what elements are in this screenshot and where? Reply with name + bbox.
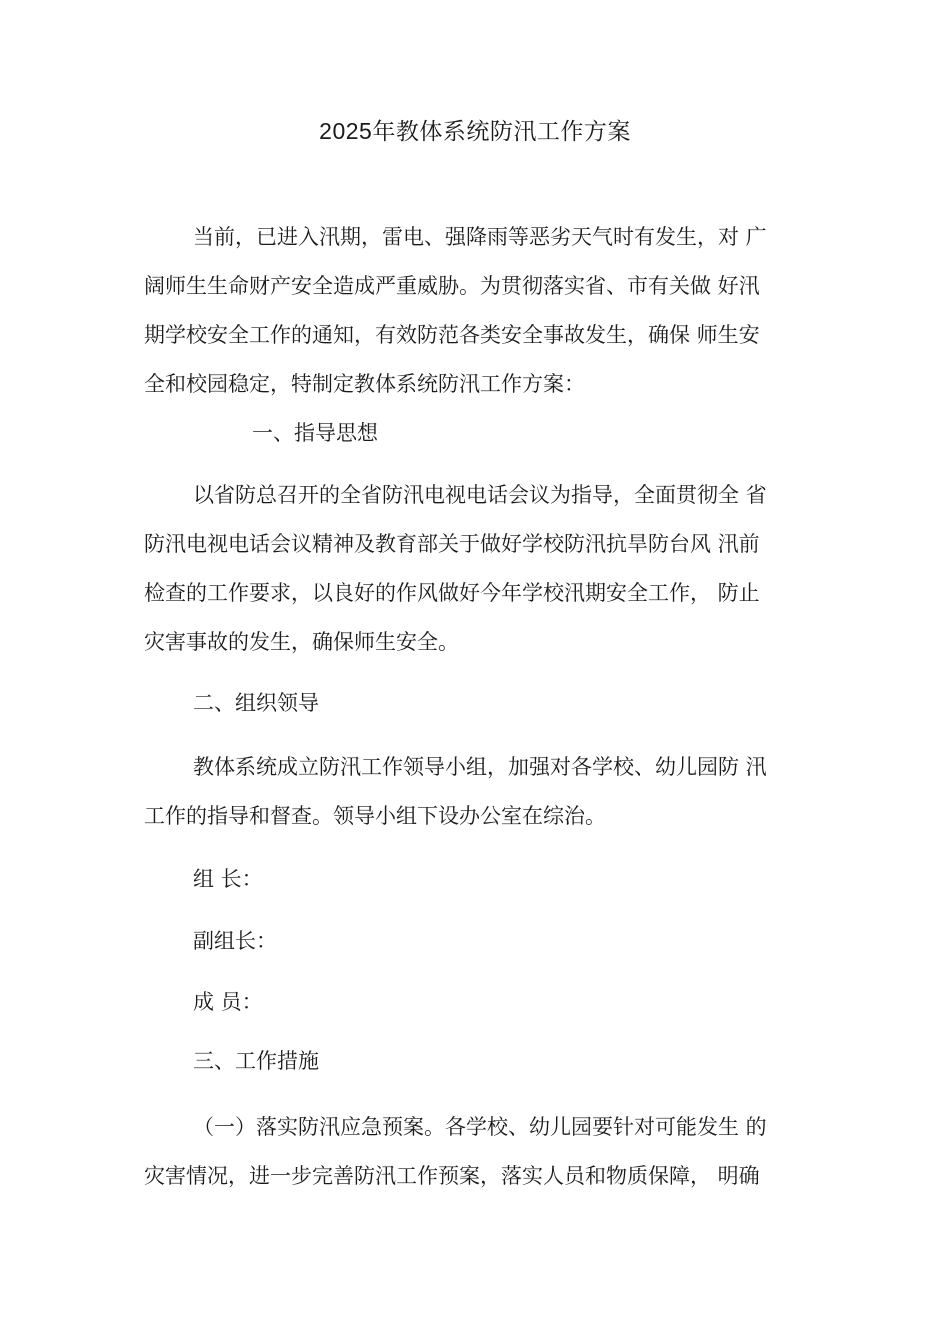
section-heading-guiding-ideology (144, 409, 819, 458)
heading-text: 三、工作措施 (193, 1049, 319, 1073)
text-line: （一）落实防汛应急预案。各学校、幼儿园要针对可能发生 的 (193, 1115, 767, 1139)
heading-text: 一、指导思想 (252, 421, 378, 445)
members-line (144, 978, 819, 1027)
intro-paragraph (144, 213, 819, 409)
text-line: 防汛电视电话会议精神及教育部关于做好学校防汛抗旱防台风 汛前 (144, 532, 760, 556)
text-line: 期学校安全工作的通知，有效防范各类安全事故发生，确保 师生安 (144, 323, 760, 347)
text-line: 灾害情况，进一步完善防汛工作预案，落实人员和物质保障， 明确 (144, 1164, 760, 1188)
text-line: 工作的指导和督查。领导小组下设办公室在综治。 (144, 804, 606, 828)
group-leader-line (144, 855, 819, 904)
text-line: 组 长： (193, 867, 263, 891)
text-line: 以省防总召开的全省防汛电视电话会议为指导，全面贯彻全 省 (193, 483, 767, 507)
measures-paragraph (144, 1103, 819, 1201)
text-line: 成 员： (193, 990, 263, 1014)
text-line: 当前，已进入汛期，雷电、强降雨等恶劣天气时有发生，对 广 (193, 225, 767, 249)
text-line: 教体系统成立防汛工作领导小组，加强对各学校、幼儿园防 汛 (193, 755, 767, 779)
guiding-ideology-paragraph (144, 471, 819, 667)
section-heading-measures (144, 1037, 819, 1086)
document-title: 2025年教体系统防汛工作方案 (319, 118, 631, 144)
heading-text: 二、组织领导 (193, 691, 319, 715)
deputy-leader-line (144, 917, 819, 966)
text-line: 阔师生生命财产安全造成严重威胁。为贯彻落实省、市有关做 好汛 (144, 274, 760, 298)
organization-paragraph (144, 743, 819, 841)
text-line: 副组长： (193, 929, 277, 953)
text-line: 检查的工作要求，以良好的作风做好今年学校汛期安全工作， 防止 (144, 581, 760, 605)
text-line: 灾害事故的发生，确保师生安全。 (144, 630, 459, 654)
text-line: 全和校园稳定，特制定教体系统防汛工作方案： (144, 372, 585, 396)
section-heading-organization (144, 679, 819, 728)
